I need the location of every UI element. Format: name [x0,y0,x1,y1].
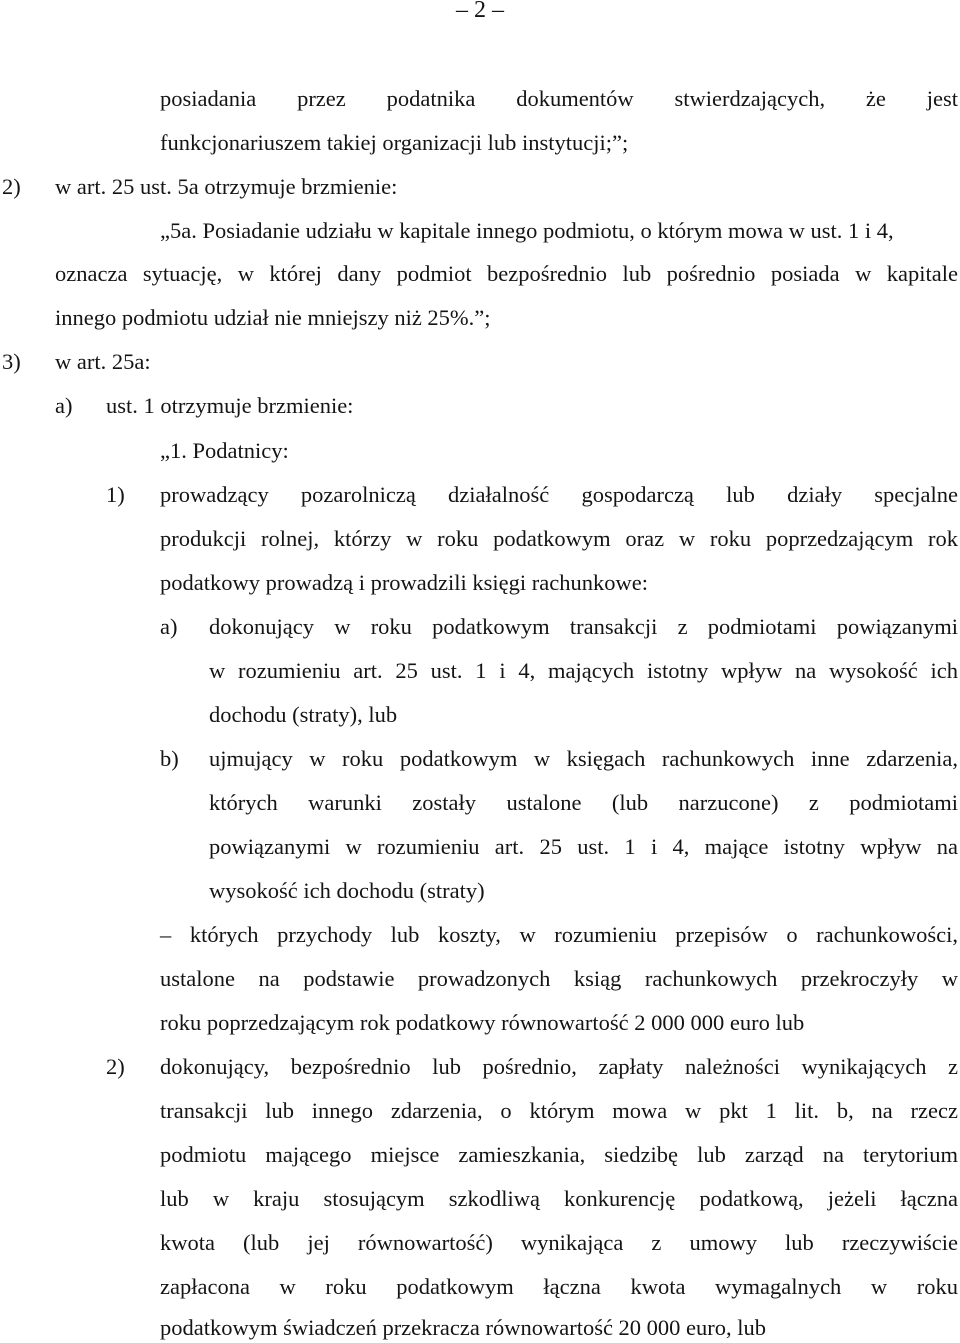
text-line: dokonujący, bezpośrednio lub pośrednio, zapłaty należności wynikających z [160,1054,958,1079]
text-line: innego podmiotu udział nie mniejszy niż 25%.”; [55,305,491,330]
list-marker: 2) [106,1054,125,1079]
list-marker: 2) [2,174,21,199]
text-line: posiadania przez podatnika dokumentów stwierdzających, że jest [160,86,958,111]
text-line: funkcjonariuszem takiej organizacji lub instytucji;”; [160,130,629,155]
text-line: wysokość ich dochodu (straty) [209,878,485,903]
text-line: dokonujący w roku podatkowym transakcji z podmiotami powiązanymi [209,614,958,639]
text-line: podatkowy prowadzą i prowadzili księgi rachunkowe: [160,570,648,595]
list-marker: a) [160,614,178,639]
text-line: ujmujący w roku podatkowym w księgach rachunkowych inne zdarzenia, [209,746,958,771]
text-line: „1. Podatnicy: [160,438,289,463]
text-line: zapłacona w roku podatkowym łączna kwota wymagalnych w roku [160,1274,958,1299]
text-line: ustalone na podstawie prowadzonych ksiąg rachunkowych przekroczyły w [160,966,958,991]
text-line: powiązanymi w rozumieniu art. 25 ust. 1 i 4, mające istotny wpływ na [209,834,958,859]
text-line: kwota (lub jej równowartość) wynikająca z umowy lub rzeczywiście [160,1230,958,1255]
text-line: produkcji rolnej, którzy w roku podatkowym oraz w roku poprzedzającym rok [160,526,958,551]
text-line: w art. 25 ust. 5a otrzymuje brzmienie: [55,174,398,199]
text-line: – których przychody lub koszty, w rozumieniu przepisów o rachunkowości, [160,922,958,947]
text-line: „5a. Posiadanie udziału w kapitale innego podmiotu, o którym mowa w ust. 1 i 4, [160,218,894,243]
text-line: lub w kraju stosującym szkodliwą konkurencję podatkową, jeżeli łączna [160,1186,958,1211]
text-line: których warunki zostały ustalone (lub narzucone) z podmiotami [209,790,958,815]
text-line: roku poprzedzającym rok podatkowy równowartość 2 000 000 euro lub [160,1010,805,1035]
list-marker: 3) [2,349,21,374]
page-number: – 2 – [456,0,504,23]
list-marker: 1) [106,482,125,507]
list-marker: b) [160,746,179,771]
text-line: podmiotu mającego miejsce zamieszkania, siedzibę lub zarząd na terytorium [160,1142,958,1167]
text-line: prowadzący pozarolniczą działalność gospodarczą lub działy specjalne [160,482,958,507]
text-line: oznacza sytuację, w której dany podmiot bezpośrednio lub pośrednio posiada w kapitale [55,261,958,286]
text-line: dochodu (straty), lub [209,702,398,727]
list-marker: a) [55,393,73,418]
text-line: w rozumieniu art. 25 ust. 1 i 4, mających istotny wpływ na wysokość ich [209,658,958,683]
text-line: transakcji lub innego zdarzenia, o którym mowa w pkt 1 lit. b, na rzecz [160,1098,958,1123]
text-line: w art. 25a: [55,349,151,374]
text-line: podatkowym świadczeń przekracza równowartość 20 000 euro, lub [160,1315,767,1340]
text-line: ust. 1 otrzymuje brzmienie: [106,393,354,418]
